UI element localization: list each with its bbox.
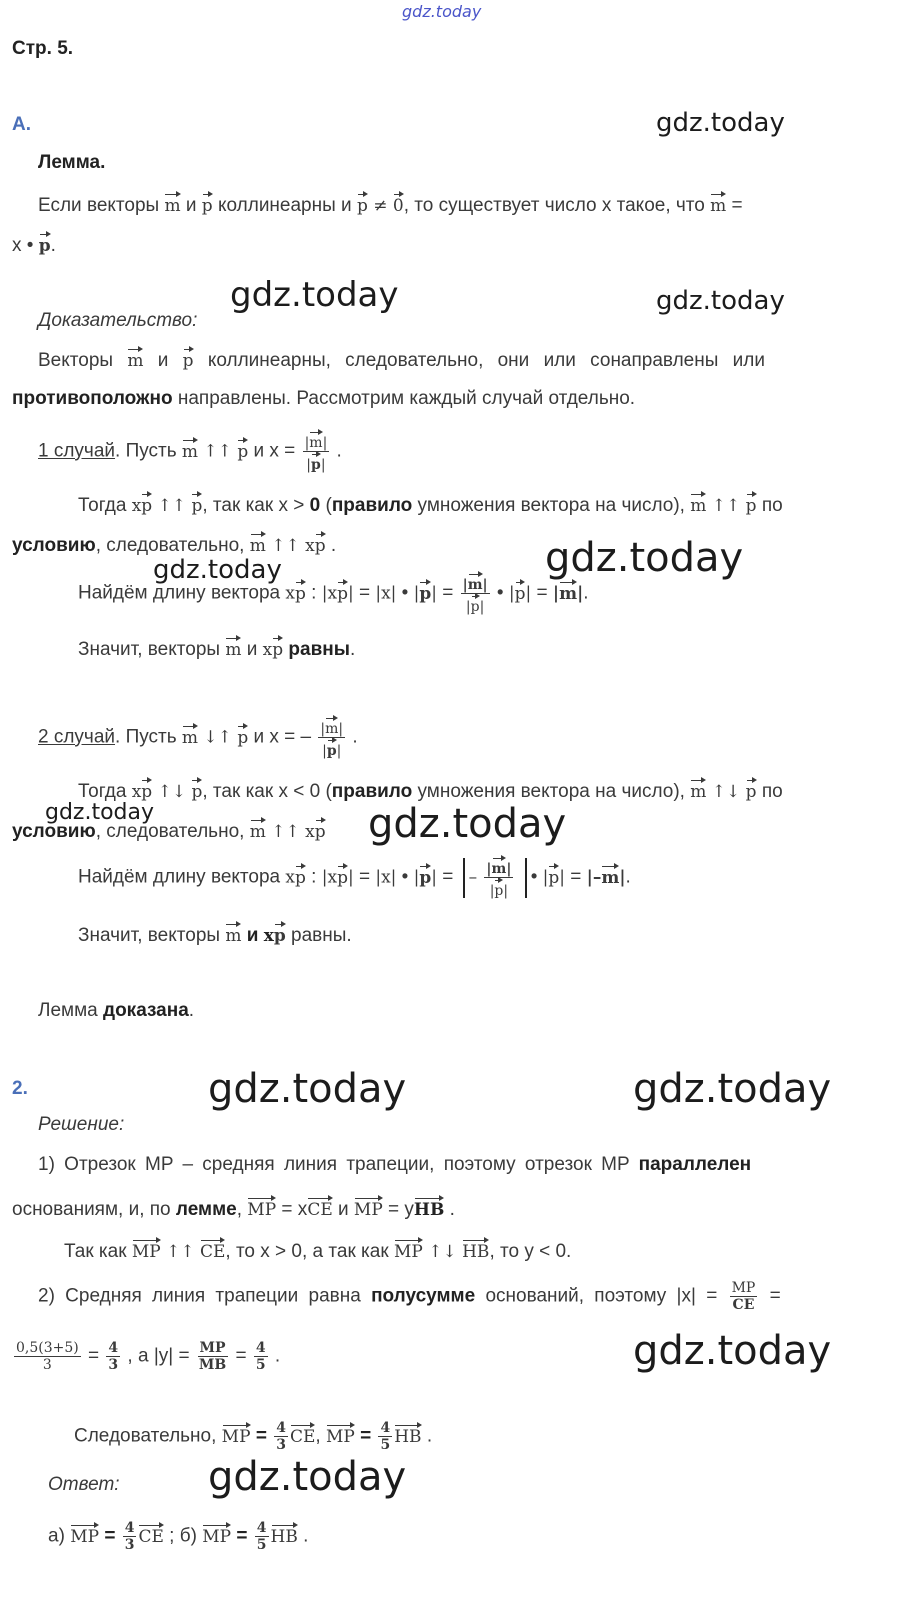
watermark: gdz.today (153, 555, 282, 585)
case2-conclusion: Значит, векторы m и xp равны. (78, 922, 352, 947)
proof-title: Доказательство: (38, 310, 198, 331)
s2-p2-line1: 2) Средняя линия трапеции равна полусумме оснований, поэтому |x| = $\frac{MP}{CE}$ = (38, 1280, 781, 1314)
case2-length-line: Найдём длину вектора xp : |xp| = |x| • |p| = – $\frac{|m|}{|p|}$ • |p| = |–m|. (78, 856, 631, 899)
lemma-title: Лемма. (38, 152, 106, 173)
case2-condition-line: условию, следовательно, m ↑↑ xp (12, 818, 326, 843)
case1-line: 1 случай. Пусть m ↑↑ p и x = $\frac{|m|}{|p|}$ . (38, 430, 342, 473)
answer-line: а) MP = $\frac{4}{3}$ CE ; б) MP = $\frac{4}{5}$ HB . (48, 1520, 309, 1554)
section-a-label: А. (12, 114, 31, 135)
watermark: gdz.today (656, 286, 785, 316)
solution-title: Решение: (38, 1114, 125, 1135)
case2-line: 2 случай. Пусть m ↓↑ p и x = – $\frac{|m|}{|p|}$ . (38, 716, 358, 759)
case1-conclusion: Значит, векторы m и xp равны. (78, 636, 355, 661)
lemma-statement-line2: x • p. (12, 232, 56, 257)
watermark: gdz.today (545, 535, 744, 581)
answer-title: Ответ: (48, 1474, 120, 1495)
s2-consequently: Следовательно, MP = $\frac{4}{3}$ CE, MP = $\frac{4}{5}$ HB . (74, 1420, 433, 1454)
page-label: Стр. 5. (12, 38, 74, 59)
watermark: gdz.today (656, 108, 785, 138)
watermark: gdz.today (208, 1454, 407, 1500)
top-watermark: gdz.today (402, 2, 482, 21)
watermark: gdz.today (633, 1328, 832, 1374)
proof-line1: Векторы m и p коллинеарны, следовательно, они или сонаправлены или (38, 347, 765, 372)
lemma-statement-line1: Если векторы m и p коллинеарны и p ≠ 0, то существует число x такое, что m = (38, 192, 743, 217)
s2-p1-line1: 1) Отрезок MP – средняя линия трапеции, поэтому отрезок MP параллелен (38, 1154, 752, 1175)
s2-p2-line2: $\frac{0,5(3+5)}{3}$ = $\frac{4}{3}$ , а |y| = $\frac{MP}{MB}$ = $\frac{4}{5}$ . (16, 1340, 281, 1374)
watermark: gdz.today (208, 1066, 407, 1112)
lemma-proven: Лемма доказана. (38, 1000, 195, 1021)
case1-length-line: Найдём длину вектора xp : |xp| = |x| • |p| = $\frac{|m|}{|p|}$ • |p| = |m|. (78, 572, 589, 615)
case1-then-line: Тогда xp ↑↑ p, так как x > 0 (правило умножения вектора на число), m ↑↑ p по (78, 492, 783, 517)
proof-line2: противоположно направлены. Рассмотрим каждый случай отдельно. (12, 388, 636, 409)
section-2-label: 2. (12, 1078, 28, 1099)
watermark: gdz.today (230, 275, 399, 315)
watermark: gdz.today (45, 800, 155, 825)
watermark: gdz.today (633, 1066, 832, 1112)
case1-condition-line: условию, следовательно, m ↑↑ xp . (12, 532, 336, 557)
s2-p1-line2: основаниям, и, по лемме, MP = xCE и MP = yHB . (12, 1196, 455, 1221)
s2-p1-line3: Так как MP ↑↑ CE, то x > 0, а так как MP ↑↓ HB, то y < 0. (64, 1238, 571, 1263)
watermark: gdz.today (368, 801, 567, 847)
case2-then-line: Тогда xp ↑↓ p, так как x < 0 (правило умножения вектора на число), m ↑↓ p по (78, 778, 783, 803)
